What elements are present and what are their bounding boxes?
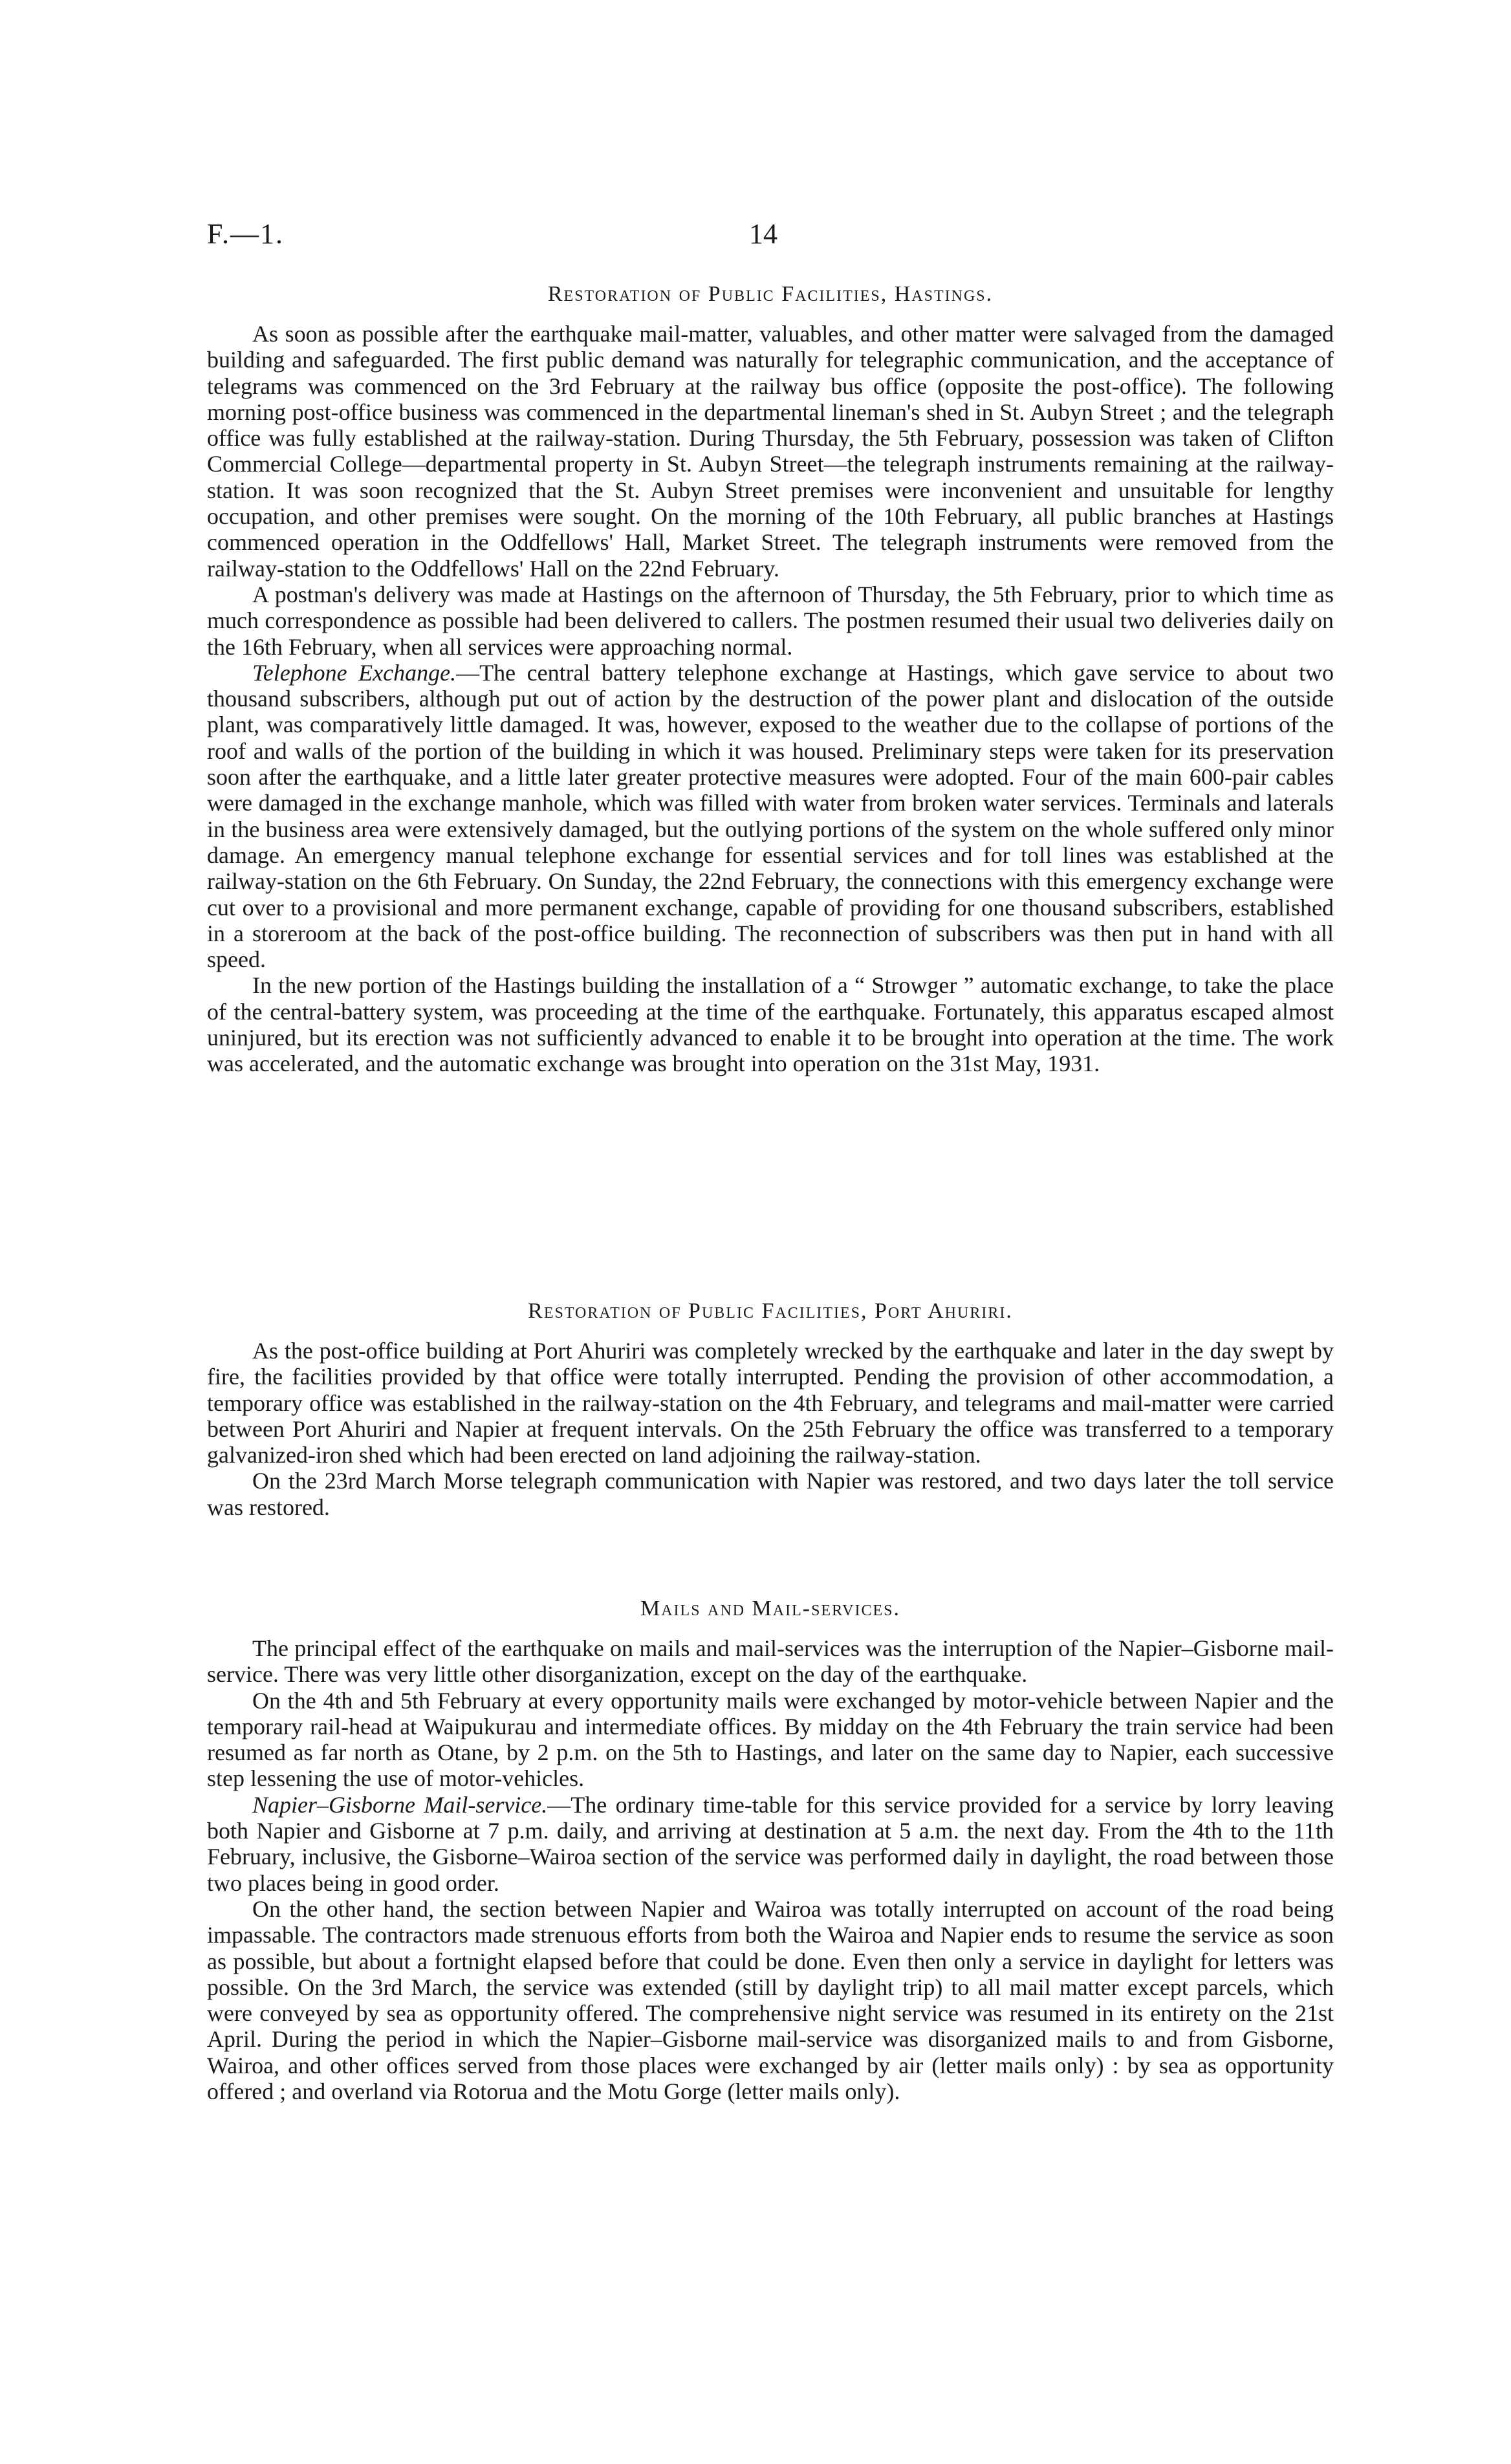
document-reference: F.—1. <box>207 218 284 250</box>
paragraph: On the 4th and 5th February at every opportunity mails were exchanged by motor-vehicle between Napier and the temporary rail-head at Waipukurau and intermediate offices. By midday on the 4th February the train service had been resumed as far north as Otane, by 2 p.m. on the 5th to Hastings, and later on the same day to Napier, each successive step lessening the use of motor-vehicles. <box>207 1687 1334 1792</box>
paragraph: The principal effect of the earthquake on mails and mail-services was the interruption of the Napier–Gisborne mail-service. There was very little other disorganization, except on the day of the earthquake. <box>207 1635 1334 1688</box>
paragraph: On the other hand, the section between Napier and Wairoa was totally interrupted on account of the road being impassable. The contractors made strenuous efforts from both the Wairoa and Napier ends to resume the service as soon as possible, but about a fortnight elapsed before that could be done. Even then only a service in daylight for letters was possible. On the 3rd March, the service was extended (still by daylight trip) to all mail matter except parcels, which were conveyed by sea as opportunity offered. The comprehensive night service was resumed in its entirety on the 21st April. During the period in which the Napier–Gisborne mail-service was disorganized mails to and from Gisborne, Wairoa, and other offices served from those places were exchanged by air (letter mails only) : by sea as opportunity offered ; and overland via Rotorua and the Motu Gorge (letter mails only). <box>207 1895 1334 2105</box>
section-title: Restoration of Public Facilities, Hastings. <box>547 282 994 306</box>
section-mails <box>207 1597 1334 2104</box>
section-title: Restoration of Public Facilities, Port Ahuriri. <box>528 1299 1013 1323</box>
paragraph: As soon as possible after the earthquake mail-matter, valuables, and other matter were salvaged from the damaged building and safeguarded. The first public demand was naturally for telegraphic communication, and the acceptance of telegrams was commenced on the 3rd February at the railway bus office (opposite the post-office). The following morning post-office business was commenced in the departmental lineman's shed in St. Aubyn Street ; and the telegraph office was fully established at the railway-station. During Thursday, the 5th February, possession was taken of Clifton Commercial College—departmental property in St. Aubyn Street—the telegraph instruments remaining at the railway-station. It was soon recognized that the St. Aubyn Street premises were inconvenient and unsuitable for lengthy occupation, and other premises were sought. On the morning of the 10th February, all public branches at Hastings commenced operation in the Oddfellows' Hall, Market Street. The telegraph instruments were removed from the railway-station to the Oddfellows' Hall on the 22nd February. <box>207 321 1334 582</box>
paragraph: On the 23rd March Morse telegraph communication with Napier was restored, and two days later the toll service was restored. <box>207 1468 1334 1520</box>
section-hastings <box>207 282 1334 1077</box>
page-number: 14 <box>749 218 777 250</box>
paragraph: In the new portion of the Hastings building the installation of a “ Strowger ” automatic exchange, to take the place of the central-battery system, was proceeding at the time of the earthquake. Fortunately, this apparatus escaped almost uninjured, but its erection was not sufficiently advanced to enable it to be brought into operation at the time. The work was accelerated, and the automatic exchange was brought into operation on the 31st May, 1931. <box>207 972 1334 1077</box>
section-title: Mails and Mail-services. <box>640 1597 901 1620</box>
paragraph: Napier–Gisborne Mail-service.—The ordinary time-table for this service provided for a service by lorry leaving both Napier and Gisborne at 7 p.m. daily, and arriving at destination at 5 a.m. the next day. From the 4th to the 11th February, inclusive, the Gisborne–Wairoa section of the service was performed daily in daylight, the road between those two places being in good order. <box>207 1791 1334 1896</box>
section-port-ahuriri <box>207 1299 1334 1520</box>
paragraph: As the post-office building at Port Ahuriri was completely wrecked by the earthquake and later in the day swept by fire, the facilities provided by that office were totally interrupted. Pending the provision of other accommodation, a temporary office was established in the railway-station on the 4th February, and telegrams and mail-matter were carried between Port Ahuriri and Napier at frequent intervals. On the 25th February the office was transferred to a temporary galvanized-iron shed which had been erected on land adjoining the railway-station. <box>207 1338 1334 1468</box>
paragraph-lead: Telephone Exchange. <box>252 659 457 686</box>
paragraph-lead: Napier–Gisborne Mail-service. <box>252 1791 548 1818</box>
paragraph: A postman's delivery was made at Hastings on the afternoon of Thursday, the 5th February, prior to which time as much correspondence as possible had been delivered to callers. The postmen resumed their usual two deliveries daily on the 16th February, when all services were approaching normal. <box>207 581 1334 660</box>
paragraph: Telephone Exchange.—The central battery telephone exchange at Hastings, which gave service to about two thousand subscribers, although put out of action by the destruction of the power plant and dislocation of the outside plant, was comparatively little damaged. It was, however, exposed to the weather due to the collapse of portions of the roof and walls of the portion of the building in which it was housed. Preliminary steps were taken for its preservation soon after the earthquake, and a little later greater protective measures were adopted. Four of the main 600-pair cables were damaged in the exchange manhole, which was filled with water from broken water services. Terminals and laterals in the business area were extensively damaged, but the outlying portions of the system on the whole suffered only minor damage. An emergency manual telephone exchange for essential services and for toll lines was established at the railway-station on the 6th February. On Sunday, the 22nd February, the connections with this emergency exchange were cut over to a provisional and more permanent exchange, capable of providing for one thousand subscribers, established in a storeroom at the back of the post-office building. The reconnection of subscribers was then put in hand with all speed. <box>207 659 1334 973</box>
page-header <box>207 217 1334 256</box>
